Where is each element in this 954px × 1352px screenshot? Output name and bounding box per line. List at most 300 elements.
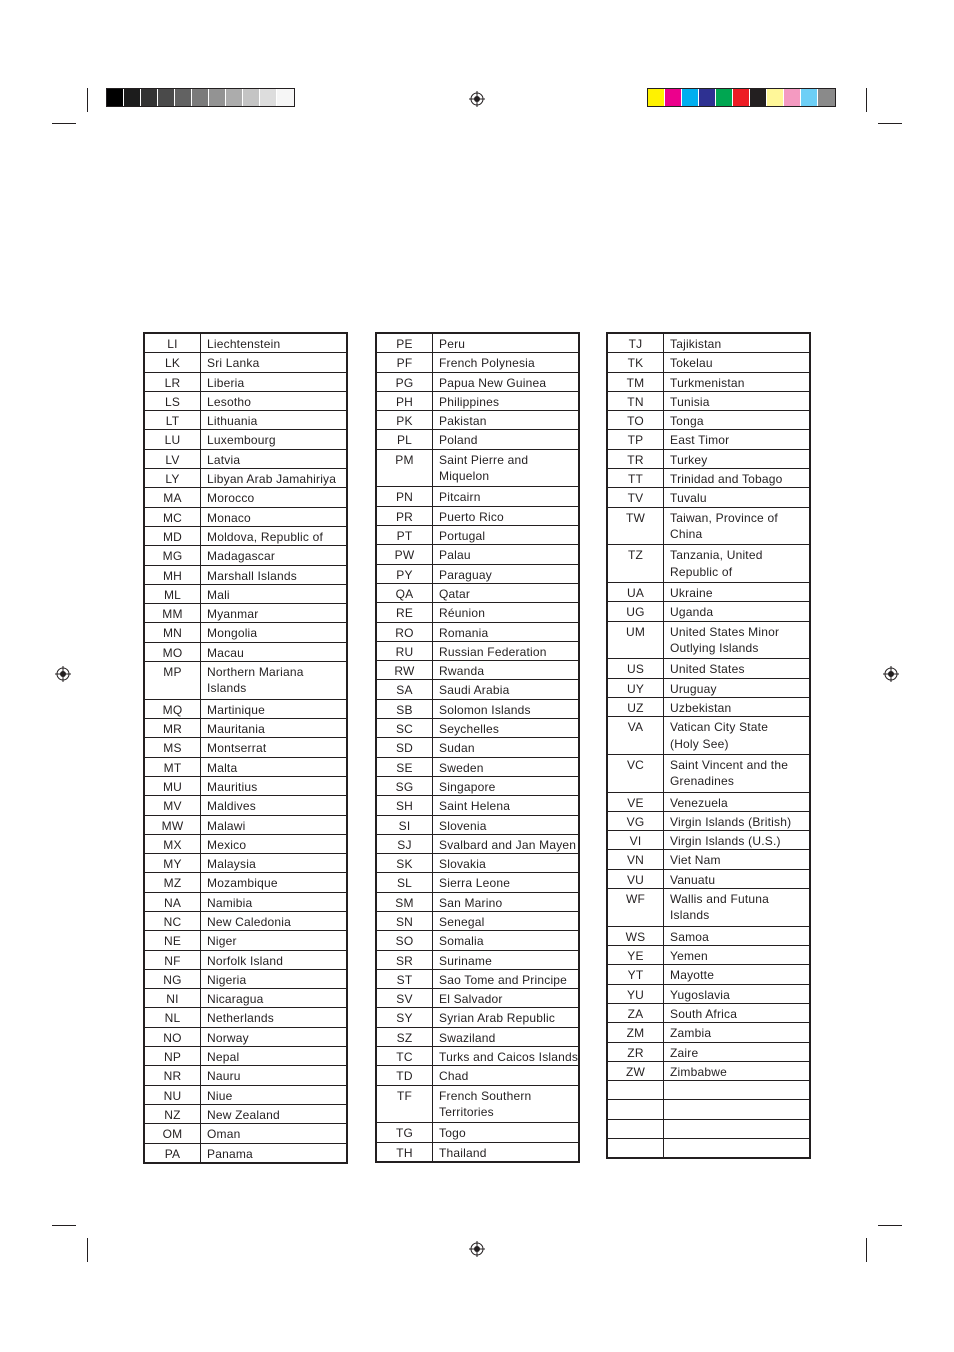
crop-mark xyxy=(87,88,88,112)
table-row xyxy=(144,1027,347,1046)
country-name: Saudi Arabia xyxy=(433,680,580,699)
table-row xyxy=(376,892,579,911)
country-name: Malta xyxy=(201,757,348,776)
country-code: QA xyxy=(376,583,433,602)
country-name xyxy=(664,1139,811,1159)
country-name-text: French Southern Territories xyxy=(439,1088,532,1119)
table-row xyxy=(607,1139,810,1159)
country-code: TJ xyxy=(607,333,664,353)
table-row xyxy=(607,602,810,621)
country-name: Sudan xyxy=(433,738,580,757)
country-name: New Zealand xyxy=(201,1104,348,1123)
country-name: Liberia xyxy=(201,372,348,391)
table-row xyxy=(376,1008,579,1027)
country-code: SR xyxy=(376,950,433,969)
country-code: ZR xyxy=(607,1042,664,1061)
country-name: Puerto Rico xyxy=(433,506,580,525)
country-code: MN xyxy=(144,623,201,642)
table-row xyxy=(144,488,347,507)
table-row xyxy=(607,621,810,659)
table-row xyxy=(144,719,347,738)
country-code: SZ xyxy=(376,1027,433,1046)
country-name: Uganda xyxy=(664,602,811,621)
table-row xyxy=(376,661,579,680)
country-name: New Caledonia xyxy=(201,912,348,931)
table-row xyxy=(607,488,810,507)
table-row xyxy=(376,411,579,430)
country-code xyxy=(607,1139,664,1159)
table-row xyxy=(607,353,810,372)
country-code: MY xyxy=(144,854,201,873)
country-code: SD xyxy=(376,738,433,757)
country-name: Montserrat xyxy=(201,738,348,757)
country-code: VC xyxy=(607,754,664,792)
country-code: SL xyxy=(376,873,433,892)
table-row xyxy=(144,411,347,430)
country-name: Sierra Leone xyxy=(433,873,580,892)
country-code: TP xyxy=(607,430,664,449)
country-code: US xyxy=(607,659,664,678)
country-code xyxy=(607,1081,664,1100)
country-name: East Timor xyxy=(664,430,811,449)
table-row xyxy=(607,831,810,850)
country-code: LY xyxy=(144,469,201,488)
country-code: TZ xyxy=(607,545,664,583)
table-row xyxy=(376,641,579,660)
country-name-text: Saint Pierre and Miquelon xyxy=(439,452,529,484)
country-code: MQ xyxy=(144,699,201,718)
country-code: UZ xyxy=(607,697,664,716)
table-row xyxy=(144,989,347,1008)
country-name: Mexico xyxy=(201,834,348,853)
country-name-text: Taiwan, Province of China xyxy=(670,510,778,541)
country-name: Solomon Islands xyxy=(433,699,580,718)
table-row xyxy=(376,430,579,449)
country-name: Latvia xyxy=(201,449,348,468)
country-name: Papua New Guinea xyxy=(433,372,580,391)
country-code: SK xyxy=(376,854,433,873)
table-row xyxy=(144,1124,347,1143)
table-row xyxy=(376,873,579,892)
country-code: RO xyxy=(376,622,433,641)
country-name: Pakistan xyxy=(433,411,580,430)
country-code: PY xyxy=(376,564,433,583)
country-name: Norfolk Island xyxy=(201,950,348,969)
country-name: Singapore xyxy=(433,776,580,795)
table-row xyxy=(607,449,810,468)
calibration-swatch xyxy=(141,89,158,106)
table-row xyxy=(144,584,347,603)
country-name: Zaire xyxy=(664,1042,811,1061)
country-code: ST xyxy=(376,969,433,988)
calibration-swatch xyxy=(818,89,835,106)
country-name xyxy=(201,662,348,700)
table-row xyxy=(607,333,810,353)
table-row xyxy=(376,1085,579,1123)
table-row xyxy=(144,469,347,488)
calibration-swatch xyxy=(260,89,277,106)
grayscale-calibration-bar xyxy=(106,88,295,107)
country-name: Mozambique xyxy=(201,873,348,892)
country-code: MM xyxy=(144,604,201,623)
country-code: VU xyxy=(607,869,664,888)
table-row xyxy=(607,811,810,830)
calibration-swatch xyxy=(784,89,801,106)
crop-mark xyxy=(52,123,76,124)
country-name: Peru xyxy=(433,333,580,353)
country-name: Tunisia xyxy=(664,391,811,410)
country-name-text: Tanzania, United Republic of xyxy=(670,548,763,579)
country-name: Mali xyxy=(201,584,348,603)
country-code-table-3 xyxy=(606,332,811,1159)
country-name: Russian Federation xyxy=(433,641,580,660)
table-row xyxy=(376,680,579,699)
table-row xyxy=(376,564,579,583)
table-row xyxy=(376,757,579,776)
country-name xyxy=(664,717,811,755)
table-row xyxy=(607,889,810,927)
calibration-swatch xyxy=(124,89,141,106)
table-row xyxy=(376,372,579,391)
table-row xyxy=(607,545,810,583)
country-name: Swaziland xyxy=(433,1027,580,1046)
country-code: ZM xyxy=(607,1023,664,1042)
calibration-swatch xyxy=(277,89,294,106)
table-row xyxy=(607,946,810,965)
country-code: MG xyxy=(144,546,201,565)
table-row xyxy=(607,965,810,984)
country-code: NR xyxy=(144,1066,201,1085)
calibration-swatch xyxy=(107,89,124,106)
country-name xyxy=(664,621,811,659)
country-name: South Africa xyxy=(664,1003,811,1022)
country-name: Sweden xyxy=(433,757,580,776)
country-name-text: Wallis and Futuna Islands xyxy=(670,892,770,923)
country-code: TV xyxy=(607,488,664,507)
country-code: SI xyxy=(376,815,433,834)
table-row xyxy=(607,1061,810,1080)
country-code: LI xyxy=(144,333,201,353)
country-code: LS xyxy=(144,391,201,410)
table-row xyxy=(144,892,347,911)
country-code: UG xyxy=(607,602,664,621)
country-name: Sao Tome and Principe xyxy=(433,969,580,988)
table-row xyxy=(144,565,347,584)
country-name: Portugal xyxy=(433,526,580,545)
country-name: Mauritius xyxy=(201,776,348,795)
table-row xyxy=(607,792,810,811)
country-name: Niger xyxy=(201,931,348,950)
country-code: PT xyxy=(376,526,433,545)
calibration-swatch xyxy=(243,89,260,106)
table-row xyxy=(144,969,347,988)
country-code: PG xyxy=(376,372,433,391)
country-name: Samoa xyxy=(664,926,811,945)
country-name: Nauru xyxy=(201,1066,348,1085)
calibration-swatch xyxy=(801,89,818,106)
country-name xyxy=(664,754,811,792)
country-name: Slovakia xyxy=(433,854,580,873)
country-code: VI xyxy=(607,831,664,850)
table-row xyxy=(376,969,579,988)
country-name: Poland xyxy=(433,430,580,449)
table-row xyxy=(144,449,347,468)
table-row xyxy=(144,1085,347,1104)
country-code: MH xyxy=(144,565,201,584)
country-code: VE xyxy=(607,792,664,811)
table-row xyxy=(607,1042,810,1061)
country-name: Zimbabwe xyxy=(664,1061,811,1080)
country-name: Mayotte xyxy=(664,965,811,984)
country-code: NF xyxy=(144,950,201,969)
crop-mark xyxy=(878,1225,902,1226)
country-code: MU xyxy=(144,776,201,795)
country-name: Liechtenstein xyxy=(201,333,348,353)
country-code: NL xyxy=(144,1008,201,1027)
country-name: Chad xyxy=(433,1066,580,1085)
country-code: MP xyxy=(144,662,201,700)
country-name: Lithuania xyxy=(201,411,348,430)
table-row xyxy=(144,854,347,873)
calibration-swatch xyxy=(175,89,192,106)
calibration-swatch xyxy=(192,89,209,106)
table-row xyxy=(144,623,347,642)
calibration-swatch xyxy=(226,89,243,106)
table-row xyxy=(144,834,347,853)
table-row xyxy=(376,854,579,873)
country-name: Turkmenistan xyxy=(664,372,811,391)
table-row xyxy=(144,1008,347,1027)
table-row xyxy=(144,738,347,757)
country-code: TD xyxy=(376,1066,433,1085)
country-code: WS xyxy=(607,926,664,945)
country-name: Somalia xyxy=(433,931,580,950)
table-row xyxy=(607,869,810,888)
country-name: Thailand xyxy=(433,1142,580,1162)
table-row xyxy=(376,506,579,525)
country-code: YE xyxy=(607,946,664,965)
country-name-text: Northern Mariana Islands xyxy=(207,665,304,696)
country-code: TH xyxy=(376,1142,433,1162)
country-code: TO xyxy=(607,411,664,430)
country-name: Syrian Arab Republic xyxy=(433,1008,580,1027)
country-name xyxy=(664,507,811,545)
calibration-swatch xyxy=(716,89,733,106)
country-code: SG xyxy=(376,776,433,795)
table-row xyxy=(376,545,579,564)
country-name: United States xyxy=(664,659,811,678)
table-row xyxy=(607,926,810,945)
country-code: TN xyxy=(607,391,664,410)
country-name xyxy=(664,1081,811,1100)
table-row xyxy=(144,372,347,391)
table-row xyxy=(376,583,579,602)
country-name: Tonga xyxy=(664,411,811,430)
country-name: Saint Helena xyxy=(433,796,580,815)
country-code: SE xyxy=(376,757,433,776)
country-name: Uruguay xyxy=(664,678,811,697)
calibration-swatch xyxy=(648,89,665,106)
country-code: YT xyxy=(607,965,664,984)
country-name: San Marino xyxy=(433,892,580,911)
table-row xyxy=(607,697,810,716)
table-row xyxy=(376,738,579,757)
calibration-swatch xyxy=(158,89,175,106)
table-row xyxy=(376,834,579,853)
table-row xyxy=(144,353,347,372)
country-code: SC xyxy=(376,719,433,738)
country-name: Macau xyxy=(201,642,348,661)
calibration-swatch xyxy=(209,89,226,106)
table-row xyxy=(376,1142,579,1162)
country-code: MX xyxy=(144,834,201,853)
country-name: El Salvador xyxy=(433,989,580,1008)
country-code: LT xyxy=(144,411,201,430)
country-name xyxy=(433,1085,580,1123)
table-row xyxy=(376,796,579,815)
country-name: Viet Nam xyxy=(664,850,811,869)
table-row xyxy=(376,699,579,718)
country-code: MW xyxy=(144,815,201,834)
color-calibration-bar xyxy=(647,88,836,107)
country-code: MV xyxy=(144,796,201,815)
table-row xyxy=(607,850,810,869)
table-row xyxy=(376,1047,579,1066)
country-name: Trinidad and Tobago xyxy=(664,469,811,488)
country-name: Turkey xyxy=(664,449,811,468)
country-code: MR xyxy=(144,719,201,738)
country-code: SJ xyxy=(376,834,433,853)
country-code: LR xyxy=(144,372,201,391)
country-code: TR xyxy=(607,449,664,468)
table-row xyxy=(607,1023,810,1042)
table-row xyxy=(144,1104,347,1123)
country-name: Philippines xyxy=(433,391,580,410)
country-name: French Polynesia xyxy=(433,353,580,372)
table-row xyxy=(607,754,810,792)
table-row xyxy=(607,1003,810,1022)
country-name: Svalbard and Jan Mayen xyxy=(433,834,580,853)
country-name: Lesotho xyxy=(201,391,348,410)
country-code xyxy=(607,1119,664,1138)
calibration-swatch xyxy=(699,89,716,106)
country-name: Malaysia xyxy=(201,854,348,873)
table-row xyxy=(376,603,579,622)
table-row xyxy=(376,1123,579,1142)
country-name: Panama xyxy=(201,1143,348,1163)
country-code-table-1 xyxy=(143,332,348,1164)
table-row xyxy=(144,912,347,931)
country-code: SH xyxy=(376,796,433,815)
country-name: Virgin Islands (U.S.) xyxy=(664,831,811,850)
calibration-swatch xyxy=(733,89,750,106)
calibration-swatch xyxy=(665,89,682,106)
country-name: Togo xyxy=(433,1123,580,1142)
country-name: Paraguay xyxy=(433,564,580,583)
table-row xyxy=(376,333,579,353)
table-row xyxy=(607,411,810,430)
country-name: Marshall Islands xyxy=(201,565,348,584)
country-code: PR xyxy=(376,506,433,525)
country-code-table-2 xyxy=(375,332,580,1163)
country-code: SY xyxy=(376,1008,433,1027)
country-name-text: Saint Vincent and the Grenadines xyxy=(670,757,789,789)
table-row xyxy=(607,391,810,410)
country-name: Uzbekistan xyxy=(664,697,811,716)
country-name: Pitcairn xyxy=(433,487,580,506)
country-name: Sri Lanka xyxy=(201,353,348,372)
country-code: ZW xyxy=(607,1061,664,1080)
country-name: Namibia xyxy=(201,892,348,911)
country-name: Virgin Islands (British) xyxy=(664,811,811,830)
country-name: Tajikistan xyxy=(664,333,811,353)
country-code: LU xyxy=(144,430,201,449)
country-code: TK xyxy=(607,353,664,372)
country-code: TG xyxy=(376,1123,433,1142)
country-name: Niue xyxy=(201,1085,348,1104)
country-code: NO xyxy=(144,1027,201,1046)
country-name: Suriname xyxy=(433,950,580,969)
country-code: UY xyxy=(607,678,664,697)
country-name: Slovenia xyxy=(433,815,580,834)
table-row xyxy=(376,989,579,1008)
country-code: UA xyxy=(607,583,664,602)
country-code: ZA xyxy=(607,1003,664,1022)
table-row xyxy=(376,622,579,641)
country-code: TF xyxy=(376,1085,433,1123)
calibration-swatch xyxy=(750,89,767,106)
country-code: RE xyxy=(376,603,433,622)
country-name: Malawi xyxy=(201,815,348,834)
table-row xyxy=(607,372,810,391)
table-row xyxy=(376,1027,579,1046)
country-name: Netherlands xyxy=(201,1008,348,1027)
crop-mark xyxy=(87,1238,88,1262)
table-row xyxy=(376,950,579,969)
country-name: Yemen xyxy=(664,946,811,965)
country-code: MT xyxy=(144,757,201,776)
table-row xyxy=(607,430,810,449)
country-code: PL xyxy=(376,430,433,449)
table-row xyxy=(144,1066,347,1085)
table-row xyxy=(144,1047,347,1066)
country-name xyxy=(664,1100,811,1119)
country-code: NA xyxy=(144,892,201,911)
table-row xyxy=(376,1066,579,1085)
table-row xyxy=(144,757,347,776)
country-name: Myanmar xyxy=(201,604,348,623)
country-code: UM xyxy=(607,621,664,659)
table-row xyxy=(607,717,810,755)
table-row xyxy=(144,642,347,661)
country-name: Tuvalu xyxy=(664,488,811,507)
country-name: Oman xyxy=(201,1124,348,1143)
country-code: SB xyxy=(376,699,433,718)
table-row xyxy=(607,507,810,545)
country-name xyxy=(664,1119,811,1138)
country-code: MS xyxy=(144,738,201,757)
country-name: Palau xyxy=(433,545,580,564)
country-name: Madagascar xyxy=(201,546,348,565)
country-code: YU xyxy=(607,984,664,1003)
country-name-text: United States Minor Outlying Islands xyxy=(670,624,780,655)
country-name: Mongolia xyxy=(201,623,348,642)
country-code: PF xyxy=(376,353,433,372)
calibration-swatch xyxy=(767,89,784,106)
table-row xyxy=(376,353,579,372)
table-row xyxy=(607,1119,810,1138)
country-name: Nicaragua xyxy=(201,989,348,1008)
